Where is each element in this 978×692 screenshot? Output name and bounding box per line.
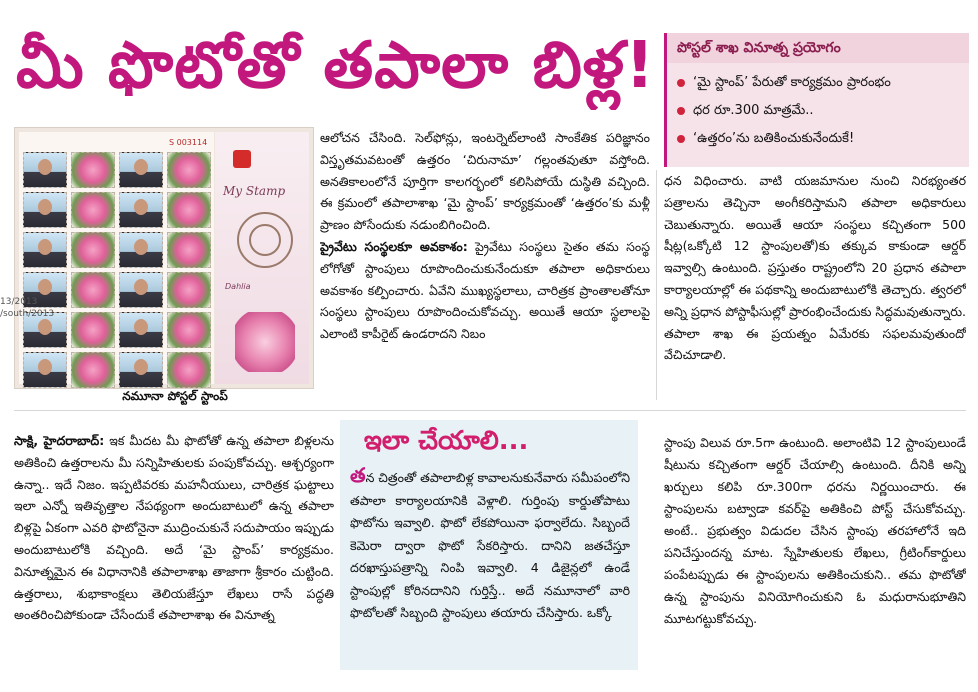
- how-to-continued: [664, 432, 966, 630]
- article-column-a: [320, 127, 650, 345]
- stamp-flower: [71, 312, 115, 348]
- stamp-flower: [167, 352, 211, 388]
- stamp-portrait: [119, 232, 163, 268]
- stamp-flower: [71, 152, 115, 188]
- drop-cap: త: [350, 464, 366, 487]
- highlight-item: ధర రూ.300 మాత్రమే..: [677, 97, 963, 125]
- section-divider: [14, 410, 966, 411]
- dahlia-label: Dahlia: [225, 282, 251, 291]
- paragraph: సాక్షి, హైదరాబాద్: ఇక మీదట మీ ఫొటోతో ఉన్న తపాలా బిళ్లలను అతికించి ఉత్తరాలను మీ సన్నిహితులకు పంపుకోవచ్చు. ఆశ్చర్యంగా ఉన్నా.. ఇదే నిజం. ఇప్పటివరకు మహనీయులు, చారిత్రక ఘట్టాలు ఇలా ఎన్నో ఇతివృత్తాల నేపథ్యంగా అందుబాటులో ఉన్న తపాలా బిళ్లపై ఏకంగా ఎవరి ఫొటోనైనా ముద్రించుకునే సదుపాయం ఇప్పుడు అందుబాటులోకి వచ్చింది. అదే ‘మై స్టాంప్’ కార్యక్రమం. వినూత్నమైన ఈ విధానానికి తపాలాశాఖ తాజాగా శ్రీకారం చుట్టింది. ఉత్తరాలు, శుభాకాంక్షలు తెలియజేస్తూ లేఖలు రాసే పద్ధతి అంతరించిపోకుండా చేసేందుకే తపాలాశాఖ ఈ వినూత్న: [14, 433, 334, 623]
- highlights-box: [664, 33, 969, 167]
- stamp-flower: [167, 192, 211, 228]
- stamp-portrait: [23, 232, 67, 268]
- bullet-icon: [677, 79, 685, 87]
- highlight-item: ‘మై స్టాంప్’ పేరుతో కార్యక్రమం ప్రారంభం: [677, 69, 963, 97]
- stamp-flower: [167, 312, 211, 348]
- bullet-icon: [677, 107, 685, 115]
- edge-credit: 13/2013 /south/2013: [0, 297, 55, 319]
- my-stamp-title: My Stamp: [223, 184, 286, 198]
- paragraph: తన చిత్రంతో తపాలాబిళ్ల కావాలనుకునేవారు సమీపంలోని తపాలా కార్యాలయానికి వెళ్లాలి. గుర్తింపు కార్డుతోపాటు ఫొటోను ఇవ్వాలి. ఫొటో లేకపోయినా ఫర్వాలేదు. సిబ్బందే కెమెరా ద్వారా ఫొటో సేకరిస్తారు. దానిని జతచేస్తూ దరఖాస్తుపత్రాన్ని నింపి ఇవ్వాలి. 4 డిజైన్లలో ఉండే స్టాంపుల్లో కోరినదానిని గుర్తిస్తే.. అదే నమూనాలో వారి ఫొటోలతో సిబ్బంది స్టాంపులు తయారు చేసిస్తారు. ఒక్కో: [350, 464, 630, 620]
- stamp-sheet-photo: [14, 127, 314, 389]
- sheet-serial: S 003114: [169, 138, 208, 147]
- stamp-flower: [167, 272, 211, 308]
- stamp-grid: [23, 152, 211, 388]
- stamp-sheet: [19, 132, 214, 384]
- paragraph: ప్రైవేటు సంస్థలకూ అవకాశం: ప్రైవేటు సంస్థలు సైతం తమ సంస్థ లోగోతో స్టాంపులు రూపొందించుకునేందుకూ తపాలా అధికారులు అవకాశం కల్పించారు. ఏవేని ముఖ్యస్థలాలు, చారిత్రక ప్రాంతాలతోనూ సంస్థలు స్టాంపులు రూపొందించుకోవచ్చు. అయితే ఆయా స్థలాలపై ఎలాంటి కాపీరైట్ ఉండరాదని నిబం: [320, 238, 650, 342]
- india-post-logo-icon: [233, 150, 251, 168]
- photo-caption: నమూనా పోస్టల్ స్టాంప్: [122, 389, 228, 403]
- bullet-icon: [677, 135, 685, 143]
- highlights-list: [667, 69, 969, 153]
- article-intro-column: [14, 430, 334, 626]
- how-to-box: [340, 420, 638, 670]
- my-stamp-panel: [215, 132, 309, 384]
- subheading: ప్రైవేటు సంస్థలకూ అవకాశం:: [320, 238, 468, 254]
- paragraph: ధన విధించారు. వాటి యజమానుల నుంచి నిరభ్యంతర పత్రాలను తెచ్చినా అంగీకరిస్తామని తపాలా అధికారులు చెబుతున్నారు. అయితే ఆయా సంస్థలు కచ్చితంగా 500 షీట్ల(ఒక్కోటి 12 స్టాంపులతో)కు తక్కువ కాకుండా ఆర్డర్ ఇవ్వాల్సి ఉంటుంది. ప్రస్తుతం రాష్ట్రంలోని 20 ప్రధాన తపాలా కార్యాలయాల్లో ఈ పథకాన్ని అందుబాటులోకి తెచ్చారు. త్వరలో అన్ని ప్రధాన పోస్టాఫీసుల్లో ప్రారంభించేందుకు సిద్ధమవుతున్నారు. తపాలా శాఖ ఈ ప్రయత్నం ఏమేరకు సఫలమవుతుందో వేచిచూడాలి.: [664, 173, 966, 363]
- stamp-flower: [167, 232, 211, 268]
- how-to-title: ఇలా చేయాలి...: [364, 426, 529, 456]
- stamp-portrait: [23, 352, 67, 388]
- stamp-flower: [71, 352, 115, 388]
- stamp-flower: [71, 272, 115, 308]
- dahlia-bloom-icon: [235, 312, 295, 372]
- highlight-item: ‘ఉత్తరం’ను బతికించుకునేందుకే!: [677, 125, 963, 153]
- highlights-title: పోస్టల్ శాఖ వినూత్న ప్రయోగం: [667, 33, 969, 63]
- headline: మీ ఫొటోతో తపాలా బిళ్ల!: [16, 29, 656, 103]
- stamp-flower: [167, 152, 211, 188]
- flower-sketch-inner-icon: [249, 224, 281, 256]
- stamp-portrait: [119, 192, 163, 228]
- stamp-portrait: [23, 152, 67, 188]
- paragraph: ఆలోచన చేసింది. సెల్‌ఫోన్లు, ఇంటర్నెట్‌లాంటి సాంకేతిక పరిజ్ఞానం విస్తృతమవటంతో ఉత్తరం ‘చిరునామా’ గల్లంతవుతూ వస్తోంది. అనతికాలంలోనే పూర్తిగా కాలగర్భంలో కలిసిపోయే దుస్థితి వచ్చింది. ఈ క్రమంలో తపాలాశాఖ ‘మై స్టాంప్’ కార్యక్రమంతో ‘ఉత్తరం’కు మళ్లీ ప్రాణం పోసేందుకు నడుంబిగించింది.: [320, 130, 650, 233]
- dateline: సాక్షి, హైదరాబాద్:: [14, 433, 105, 448]
- article-column-b: [664, 170, 966, 366]
- paragraph: స్టాంపు విలువ రూ.5గా ఉంటుంది. అలాంటివి 12 స్టాంపులుండే షీటును కచ్చితంగా ఆర్డర్ చేయాల్సి ఉంటుంది. దీనికి అన్ని ఖర్చులు కలిపి రూ.300గా ధరను నిర్ణయించారు. ఈ స్టాంపులను బట్వాడా కవర్‌పై అతికించి పోస్ట్ చేసుకోవచ్చు. అంటే.. ప్రభుత్వం విడుదల చేసిన స్టాంపు తరహాలోనే ఇది పనిచేస్తుందన్న మాట. స్నేహితులకు లేఖలు, గ్రీటింగ్‌కార్డులు పంపేటప్పుడు ఈ స్టాంపులను అతికించుకుని.. తమ ఫొటోతో ఉన్న స్టాంపును వినియోగించుకుని ఓ మధురానుభూతిని మూటగట్టుకోవచ్చు.: [664, 435, 966, 626]
- stamp-portrait: [119, 312, 163, 348]
- stamp-flower: [71, 192, 115, 228]
- how-to-text: [350, 464, 630, 625]
- stamp-portrait: [23, 192, 67, 228]
- stamp-portrait: [119, 272, 163, 308]
- stamp-portrait: [119, 152, 163, 188]
- stamp-flower: [71, 232, 115, 268]
- column-divider: [656, 170, 657, 400]
- stamp-portrait: [119, 352, 163, 388]
